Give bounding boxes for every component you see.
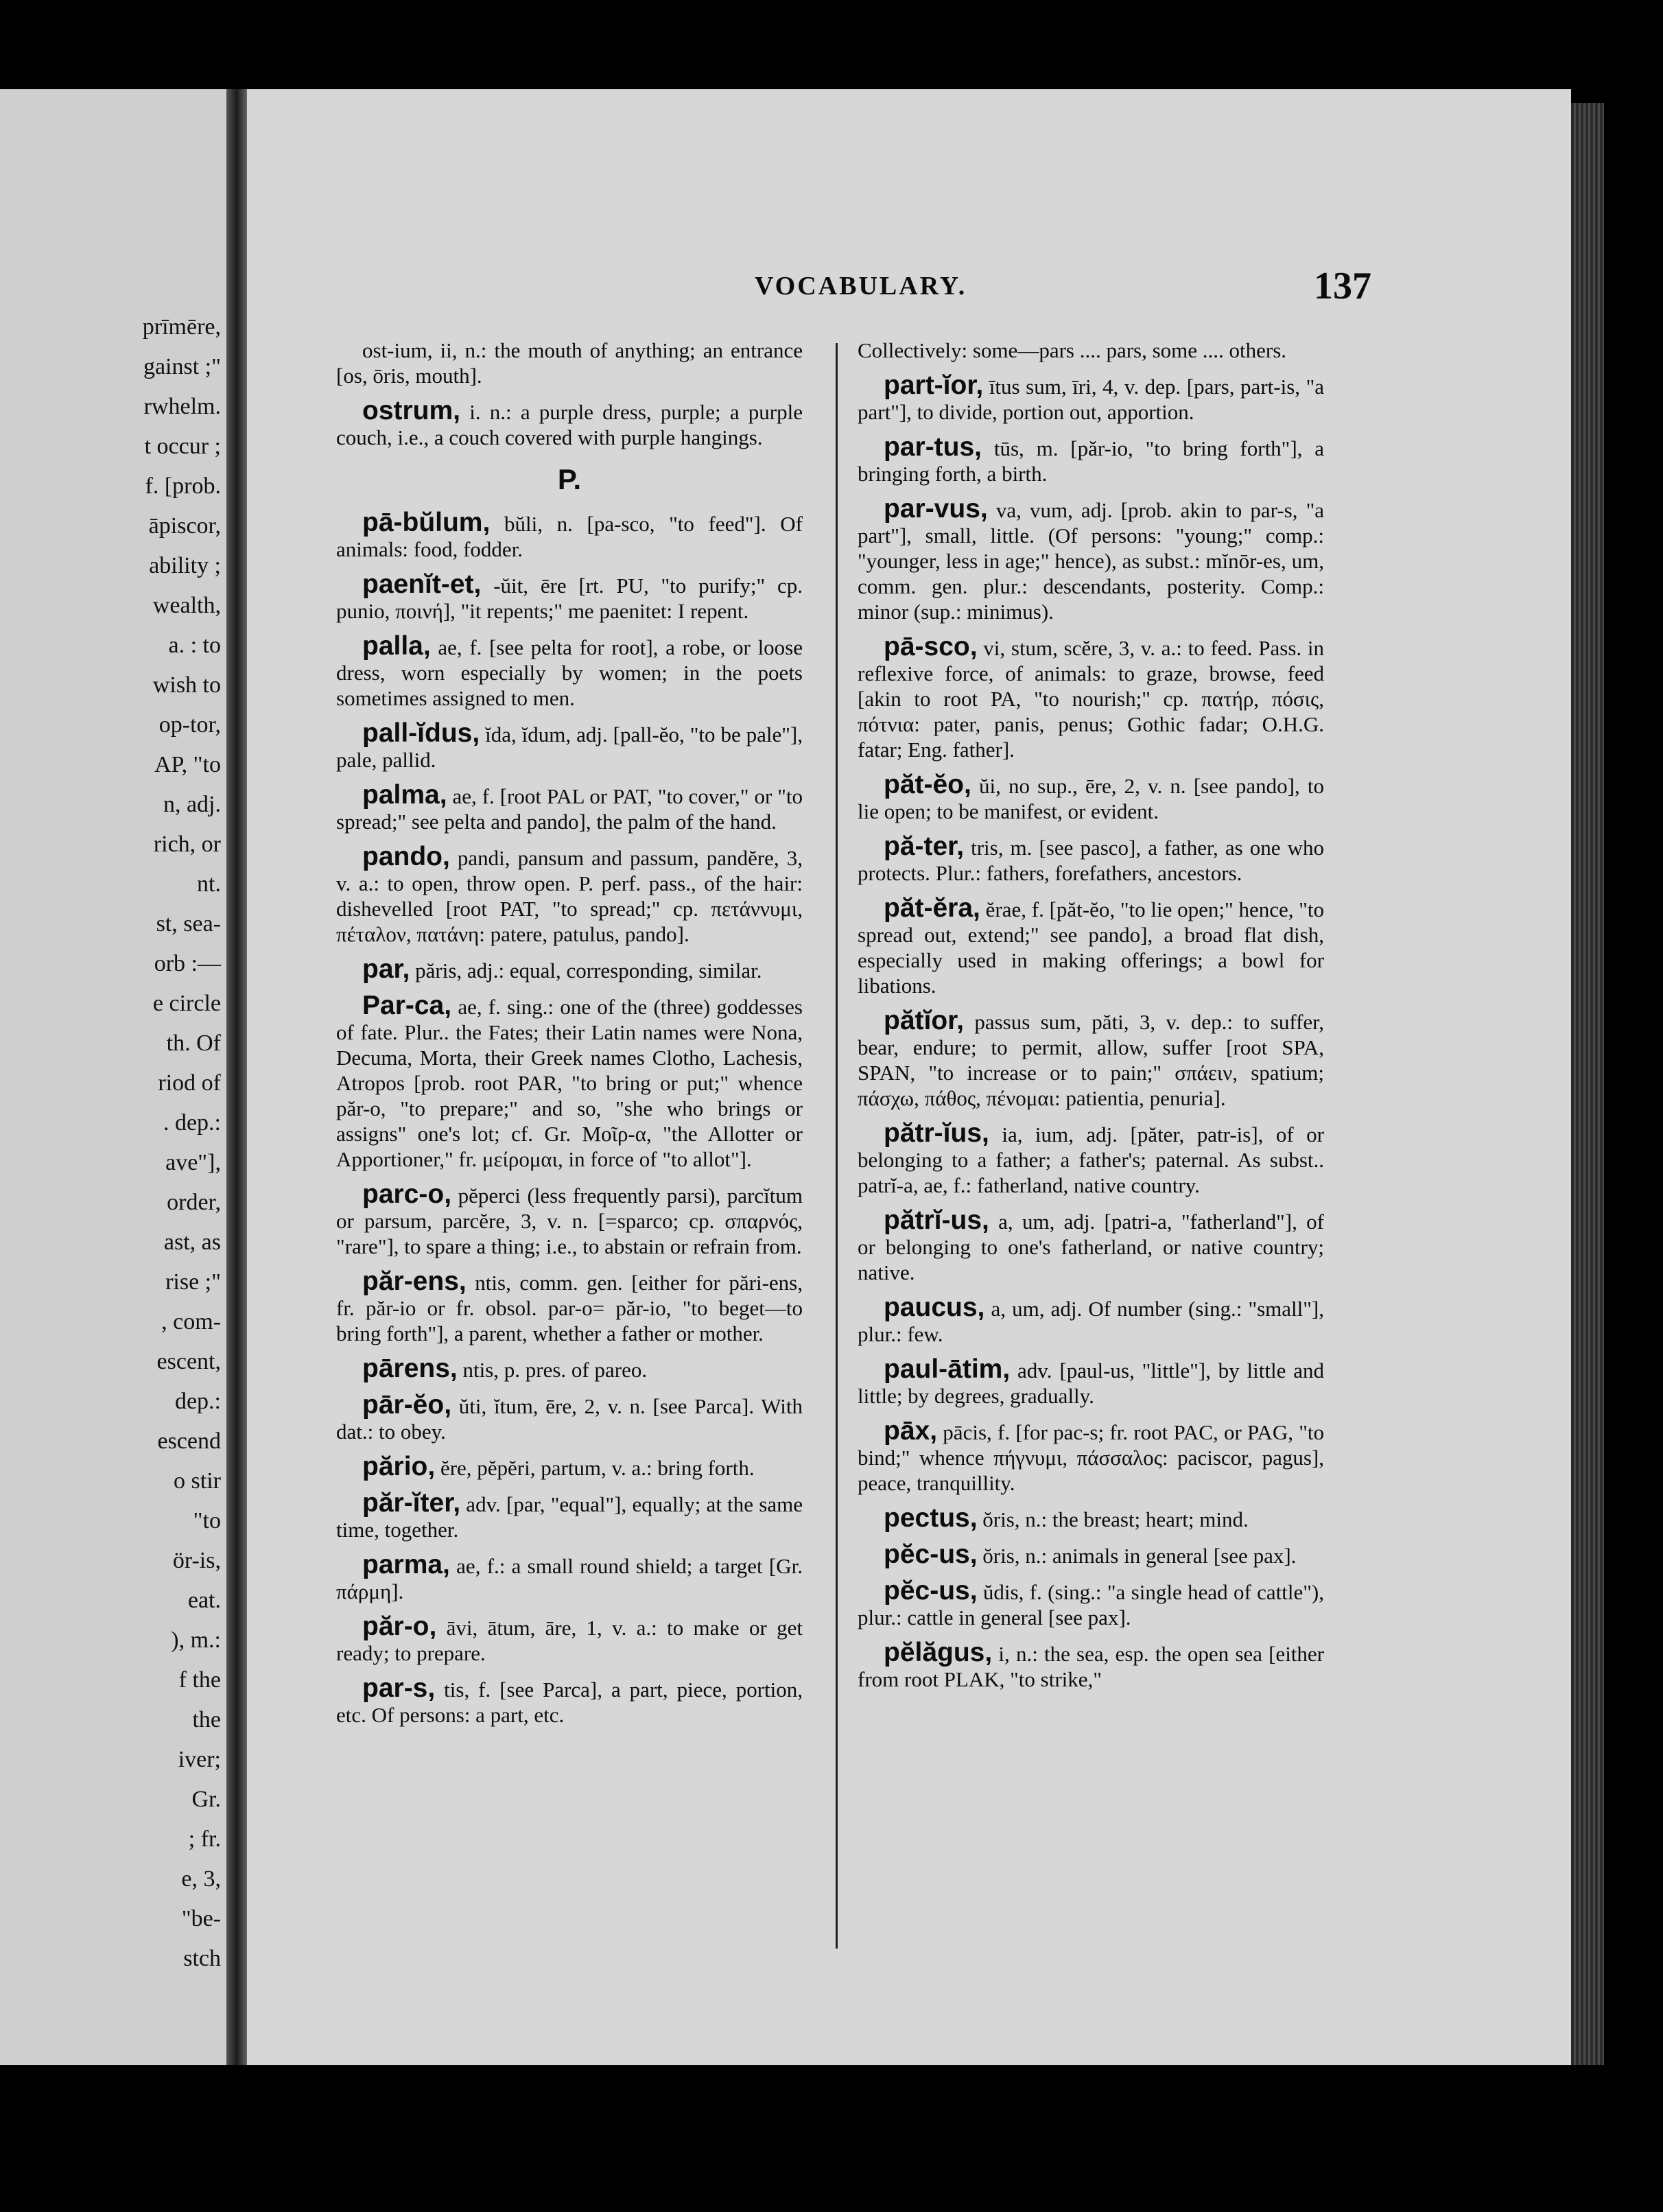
facing-page-fragment: rich, or — [153, 832, 221, 857]
dictionary-entry — [858, 1578, 1324, 1630]
facing-page-fragment: rise ;" — [165, 1269, 221, 1295]
entry-definition: păris, adj.: equal, corresponding, similar. — [410, 958, 762, 983]
facing-page-fragment: ; fr. — [188, 1826, 221, 1852]
dictionary-entry — [336, 1614, 803, 1666]
facing-page-fragment: e, 3, — [181, 1866, 221, 1892]
facing-page-fragment: stch — [183, 1946, 221, 1971]
entry-headword: părio, — [362, 1452, 436, 1481]
dictionary-entry — [858, 895, 1324, 998]
facing-page-fragment: prīmēre, — [142, 314, 221, 340]
entry-headword: Par-ca, — [362, 991, 452, 1020]
entry-definition: a, um, adj. Of number (sing.: "small"], plur.: few. — [858, 1297, 1324, 1346]
entry-headword: pătrĭ-us, — [884, 1205, 989, 1235]
entry-definition: adv. [paul-us, "little"], by little and little; by degrees, gradually. — [858, 1358, 1324, 1408]
facing-page-fragment: order, — [167, 1190, 221, 1215]
facing-page-fragment: the — [192, 1707, 221, 1732]
dictionary-entry — [858, 1120, 1324, 1198]
facing-page-fragment: escent, — [156, 1349, 221, 1374]
facing-page-fragment: orb :— — [154, 951, 221, 976]
entry-definition: ŭdis, f. (sing.: "a single head of cattle"), plur.: cattle in general [see pax]. — [858, 1580, 1324, 1629]
facing-page-fragment: f. [prob. — [145, 473, 221, 499]
facing-page-fragment: riod of — [158, 1070, 221, 1096]
page-number: 137 — [1314, 265, 1371, 307]
entry-definition: passus sum, păti, 3, v. dep.: to suffer, bear, endure; to permit, allow, suffer [root SPA, SPAN, "to increase or to pain;" σπάειν, spatium; πάσχω, πάθος, πένομαι: patientia, penuria]. — [858, 1010, 1324, 1110]
dictionary-entry — [336, 993, 803, 1172]
facing-page-fragment: dep.: — [174, 1389, 221, 1414]
entry-definition: ŭi, no sup., ēre, 2, v. n. [see pando], to lie open; to be manifest, or evident. — [858, 774, 1324, 823]
dictionary-entry — [858, 1505, 1324, 1532]
entry-definition: tūs, m. [păr-io, "to bring forth"], a bringing forth, a birth. — [858, 436, 1324, 486]
entry-headword: par-s, — [362, 1673, 436, 1703]
dictionary-entry — [858, 1640, 1324, 1692]
entry-definition: i. n.: a purple dress, purple; a purple couch, i.e., a couch covered with purple hangings. — [336, 400, 803, 449]
dictionary-entry — [336, 510, 803, 562]
entry-headword: păr-o, — [362, 1612, 437, 1641]
entry-definition: āvi, ātum, āre, 1, v. a.: to make or get ready; to prepare. — [336, 1616, 803, 1665]
dictionary-entry — [858, 336, 1324, 363]
entry-headword: palla, — [362, 631, 431, 661]
column-rule — [836, 343, 838, 1949]
facing-page-fragment: eat. — [187, 1588, 221, 1613]
entry-definition: pācis, f. [for pac-s; fr. root PAC, or PAG, "to bind;" whence πήγνυμι, πάσσαλος: paciscor, pagus], peace, tranquillity. — [858, 1420, 1324, 1495]
dictionary-entry — [336, 844, 803, 947]
facing-page-fragment: ave"], — [165, 1150, 221, 1175]
facing-page-fragment: ), m.: — [171, 1627, 221, 1653]
facing-page-fragment: ability ; — [149, 553, 221, 578]
entry-definition: vi, stum, scĕre, 3, v. a.: to feed. Pass. in reflexive force, of animals: to graze, browse, feed [akin to root PA, "to nourish;" cp. πατήρ, πόσις, πότνια: pater, panis, penus; Gothic fadar; O.H.G. fatar; Eng. father]. — [858, 636, 1324, 762]
entry-definition: ia, ium, adj. [păter, patr-is], of or belonging to a father; a father's; paternal. As subst.. patrĭ-a, ae, f.: fatherland, native country. — [858, 1122, 1324, 1197]
entry-headword: pall-ĭdus, — [362, 718, 480, 748]
entry-definition: ntis, p. pres. of pareo. — [457, 1358, 648, 1382]
entry-definition: bŭli, n. [pa-sco, "to feed"]. Of animals: food, fodder. — [336, 512, 803, 561]
entry-headword: păt-ĕra, — [884, 893, 980, 923]
entry-headword: pando, — [362, 842, 450, 871]
dictionary-entry — [858, 434, 1324, 486]
dictionary-entry — [336, 782, 803, 834]
section-letter: P. — [557, 463, 582, 495]
facing-page-fragment: iver; — [178, 1747, 221, 1772]
entry-definition: va, vum, adj. [prob. akin to par-s, "a part"], small, little. (Of persons: "young;" comp.: "younger, less in age;" hence), as subst.: mĭnōr-es, um, comm. gen. plur.: descendants, posterity. Comp.: minor (sup.: minimus). — [858, 498, 1324, 624]
right-column — [858, 336, 1324, 1702]
entry-definition: tris, m. [see pasco], a father, as one who protects. Plur.: fathers, forefathers, ancestors. — [858, 836, 1324, 885]
entry-definition: ĕre, pĕpĕri, partum, v. a.: bring forth. — [435, 1456, 755, 1480]
facing-page-fragment: , com- — [161, 1309, 221, 1334]
facing-page-left — [0, 89, 226, 2065]
entry-definition: ŏris, n.: the breast; heart; mind. — [977, 1507, 1249, 1531]
entry-headword: pārens, — [362, 1354, 458, 1383]
facing-page-fragment: "to — [193, 1508, 221, 1533]
dictionary-entry — [336, 633, 803, 711]
facing-page-fragment: e circle — [152, 991, 221, 1016]
facing-page-fragment: wish to — [152, 672, 221, 698]
entry-headword: păr-ĭter, — [362, 1488, 461, 1518]
entry-headword: parc-o, — [362, 1179, 452, 1209]
dictionary-entry — [336, 569, 803, 624]
dictionary-entry — [336, 336, 803, 388]
entry-definition: ost-ium, ii, n.: the mouth of anything; an entrance [os, ōris, mouth]. — [336, 338, 803, 388]
entry-definition: tis, f. [see Parca], a part, piece, portion, etc. Of persons: a part, etc. — [336, 1678, 803, 1727]
entry-definition: ae, f. [root PAL or PAT, "to cover," or "to spread;" see pelta and pando], the palm of the hand. — [336, 784, 803, 834]
entry-definition: i, n.: the sea, esp. the open sea [either from root PLAK, "to strike," — [858, 1642, 1324, 1691]
entry-headword: part-ĭor, — [884, 370, 984, 400]
facing-page-fragment: nt. — [197, 871, 221, 897]
facing-page-fragment: gainst ;" — [143, 354, 221, 379]
entry-definition: ae, f.: a small round shield; a target [Gr. πάρμη]. — [336, 1554, 803, 1603]
entry-headword: paul-ātim, — [884, 1354, 1011, 1384]
dictionary-entry — [336, 1269, 803, 1346]
dictionary-entry — [336, 956, 803, 983]
entry-headword: pĕlăgus, — [884, 1638, 993, 1667]
left-column — [336, 336, 803, 1737]
facing-page-fragment: ör-is, — [172, 1548, 221, 1573]
entry-headword: par, — [362, 954, 410, 984]
entry-definition: a, um, adj. [patri-a, "fatherland"], of or belonging to one's fatherland, or native country; native. — [858, 1210, 1324, 1284]
facing-page-fragment: āpiscor, — [148, 513, 221, 539]
facing-page-fragment: escend — [157, 1428, 221, 1454]
facing-page-fragment: wealth, — [152, 593, 221, 618]
running-head: VOCABULARY. — [755, 272, 967, 301]
entry-headword: păt-ĕo, — [884, 770, 971, 799]
dictionary-entry — [858, 1205, 1324, 1285]
entry-headword: pătĭor, — [884, 1006, 965, 1035]
entry-headword: pătr-ĭus, — [884, 1118, 989, 1148]
facing-page-fragment: o stir — [174, 1468, 221, 1494]
entry-headword: par-tus, — [884, 432, 982, 462]
entry-definition: pĕperci (less frequently parsi), parcĭtum or parsum, parcĕre, 3, v. n. [=sparco; cp. σπαρνός, "rare"], to spare a thing; i.e., to abstain or refrain from. — [336, 1184, 803, 1258]
entry-headword: pā-bŭlum, — [362, 508, 491, 537]
dictionary-entry — [858, 834, 1324, 886]
entry-headword: pă-ter, — [884, 832, 965, 861]
dictionary-entry — [858, 772, 1324, 824]
entry-definition: pandi, pansum and passum, pandĕre, 3, v. a.: to open, throw open. P. perf. pass., of the hair: dishevelled [root PAT, "to spread;" cp. πετάννυμι, πέταλον, πατάνη: patere, patulus, pando]. — [336, 846, 803, 946]
entry-headword: ostrum, — [362, 396, 461, 425]
page-edges — [1571, 103, 1604, 2065]
facing-page-fragment: Gr. — [191, 1787, 221, 1812]
entry-headword: parma, — [362, 1550, 450, 1579]
page-header — [247, 265, 1571, 312]
entry-definition: ŭti, ĭtum, ēre, 2, v. n. [see Parca]. With dat.: to obey. — [336, 1394, 803, 1444]
facing-page-fragment: st, sea- — [156, 911, 221, 937]
dictionary-entry — [336, 1675, 803, 1728]
facing-page-fragment: op-tor, — [158, 712, 221, 738]
entry-definition: ŏris, n.: animals in general [see pax]. — [977, 1544, 1297, 1568]
dictionary-entry — [336, 1552, 803, 1604]
facing-page-fragment: ast, as — [163, 1229, 221, 1255]
entry-definition: -ŭit, ēre [rt. PU, "to purify;" cp. punio, ποινή], "it repents;" me paenitet: I repent. — [336, 574, 803, 623]
dictionary-entry — [336, 1356, 803, 1382]
facing-page-fragment: "be- — [181, 1906, 221, 1931]
entry-definition: ĭda, ĭdum, adj. [pall-ĕo, "to be pale"], pale, pallid. — [336, 722, 803, 772]
entry-definition: ae, f. [see pelta for root], a robe, or loose dress, worn especially by women; in the poets sometimes assigned to men. — [336, 635, 803, 710]
dictionary-entry — [858, 1295, 1324, 1347]
dictionary-entry — [858, 1008, 1324, 1111]
entry-headword: pāx, — [884, 1416, 938, 1446]
dictionary-entry — [336, 1490, 803, 1542]
dictionary-entry — [858, 1542, 1324, 1568]
dictionary-entry — [336, 1392, 803, 1444]
dictionary-entry — [336, 1454, 803, 1481]
dictionary-entry — [858, 370, 1324, 425]
facing-page-fragment: AP, "to — [154, 752, 221, 777]
facing-page-fragment: a. : to — [168, 633, 221, 658]
dictionary-entry — [336, 720, 803, 773]
entry-headword: palma, — [362, 780, 447, 810]
dictionary-entry — [858, 1356, 1324, 1409]
entry-headword: păr-ens, — [362, 1267, 467, 1296]
facing-page-fragment: n, adj. — [163, 792, 221, 817]
entry-definition: ĕrae, f. [păt-ĕo, "to lie open;" hence, "to spread out, extend;" see pando], a broad flat dish, especially used in making offerings; a bowl for libations. — [858, 897, 1324, 998]
entry-headword: paucus, — [884, 1293, 985, 1322]
book-gutter — [226, 89, 247, 2065]
entry-definition: ītus sum, īri, 4, v. dep. [pars, part-is, "a part"], to divide, portion out, apportion. — [858, 375, 1324, 424]
entry-definition: ae, f. sing.: one of the (three) goddesses of fate. Plur.. the Fates; their Latin names were Nona, Decuma, Morta, their Greek names Clotho, Lachesis, Atropos [prob. root PAR, "to bring or put;" whence păr-o, "to prepare;" and so, "she who brings or assigns" one's lot; cf. Gr. Μοῖρ-α, "the Allotter or Apportioner," fr. μείρομαι, in force of "to allot"]. — [336, 995, 803, 1171]
entry-definition: ntis, comm. gen. [either for pări-ens, fr. păr-io or fr. obsol. par-o= păr-io, "to beget—to bring forth"], a parent, whether a father or mother. — [336, 1271, 803, 1345]
facing-page-fragment: rwhelm. — [143, 394, 221, 419]
facing-page-fragment: f the — [178, 1667, 221, 1693]
entry-headword: pectus, — [884, 1503, 978, 1533]
facing-page-fragment: . dep.: — [163, 1110, 221, 1136]
entry-definition: Collectively: some—pars .... pars, some .... others. — [858, 338, 1287, 362]
entry-headword: paenĭt-et, — [362, 569, 482, 599]
entry-headword: pār-ĕo, — [362, 1390, 452, 1420]
dictionary-entry — [336, 1181, 803, 1259]
facing-page-fragment: th. Of — [166, 1031, 221, 1056]
dictionary-entry — [858, 496, 1324, 624]
entry-headword: pā-sco, — [884, 632, 978, 661]
dictionary-entry — [336, 398, 803, 450]
entry-headword: pĕc-us, — [884, 1576, 978, 1605]
dictionary-entry — [858, 1418, 1324, 1496]
entry-definition: adv. [par, "equal"], equally; at the same time, together. — [336, 1492, 803, 1542]
entry-headword: pĕc-us, — [884, 1540, 978, 1569]
dictionary-entry — [858, 634, 1324, 762]
facing-page-fragment: t occur ; — [144, 434, 221, 459]
entry-headword: par-vus, — [884, 494, 988, 523]
